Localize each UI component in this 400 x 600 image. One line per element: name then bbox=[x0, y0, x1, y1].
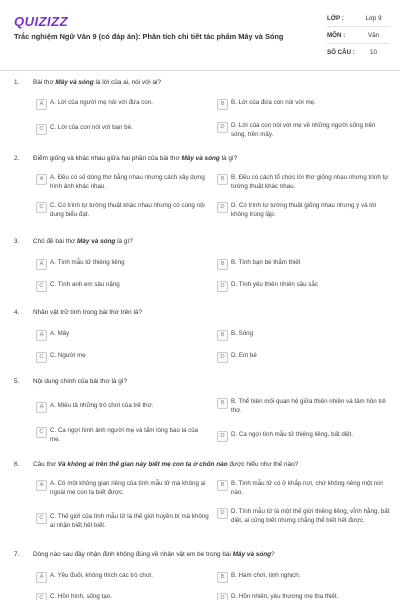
option-badge: A bbox=[36, 330, 47, 341]
option-badge: A bbox=[36, 480, 47, 491]
option-badge: D bbox=[217, 431, 228, 442]
question-number: 2. bbox=[14, 155, 20, 162]
option-badge: C bbox=[36, 513, 47, 524]
meta-label: SỐ CÂU : bbox=[327, 48, 355, 56]
question-text: Câu thơ Và không ai trên thế gian này biết mẹ con ta ở chốn nào được hiểu như thế nào? bbox=[33, 461, 299, 468]
meta-row-subject bbox=[327, 27, 390, 44]
option-badge: A bbox=[36, 402, 47, 413]
option-badge: D bbox=[217, 593, 228, 600]
option-badge: C bbox=[36, 124, 47, 135]
option-badge: B bbox=[217, 174, 228, 185]
question-number: 7. bbox=[14, 551, 20, 558]
meta-value: Văn bbox=[367, 31, 379, 39]
option-badge: D bbox=[217, 352, 228, 363]
page-title: Trắc nghiệm Ngữ Văn 9 (có đáp án): Phân tích chi tiết tác phẩm Mây và Sóng bbox=[14, 32, 284, 41]
question-number: 1. bbox=[14, 79, 20, 86]
question-number: 4. bbox=[14, 309, 20, 316]
quiz-page: QUIZIZZ Trắc nghiệm Ngữ Văn 9 (có đáp án): Phân tích chi tiết tác phẩm Mây và Sóng LỚP : Lớp 9 MÔN : Văn SỐ CÂU : 10 1. Bài thơ Mây và sóng là lời của ai, nói với ai? A A. Lời của người mẹ nói với đứa con. B B. Lời của đứa con nói với mẹ. C C. Lời của con nói với bạn bè. D D. Lời của con nói với mẹ về những người sống trên sóng, trên mây. 2. Điểm giống và khác nhau giữa hai phần của bài thơ Mây và sóng là gì? A A. Đều có số dòng thơ bằng nhau nhưng cách xây dựng hình ảnh khác nhau. B B. Đều có cách tổ chức lời thơ giống nhau nhưng trình tự tường thuật khác nhau. C C. Có trình tự tường thuật khác nhau nhưng có cùng nội dung biểu đạt. D D. Có trình tự tường thuật giống nhau nhưng ý và lời không trùng lặp. 3. Chủ đề bài thơ Mây và sóng là gì? A A. Tình mẫu tử thiêng liêng B B. Tình bạn bè thắm thiết C C. Tình anh em sâu nặng D D. Tình yêu thiên nhiên sâu sắc 4. Nhân vật trữ tình trong bài thơ trên là? A A. Mây B B. Sóng C C. Người mẹ D D. Em bé 5. Nội dung chính của bài thơ là gì? A A. Miêu tả những trò chơi của trẻ thơ. B B. Thể hiện mối quan hệ giữa thiên nhiên và tâm hồn trẻ thơ. C C. Ca ngợi hình ảnh người mẹ và tấm lòng bao la của mẹ. D D. Ca ngợi tình mẫu tử thiêng liêng, bất diệt. 6. Câu thơ Và không ai trên thế gian này biết mẹ con ta ở chốn nào được hiểu như thế nào? A A. Có một không gian riêng của tình mẫu tử mà không ai ngoài mẹ con ta biết được. B B. Tình mẫu tử có ở khắp nơi, chứ không riêng một nơi nào. C C. Thế giới của tình mẫu tử là thế giới huyền bí mà không ai nhận biết hết biết. D D. Tình mẫu tử là một thế giới thiêng liêng, vĩnh hằng, bất diệt, ai cũng biết nhưng chẳng thể biết hết được. 7. Dòng nào sau đây nhận định không đúng về nhân vật em bé trong bài Mây và sóng? A A. Yêu đuối, không thích các trò chơi. B B. Ham chơi, tinh nghịch. C C. Hồn hình, sống tạo. D D. Hồn nhiên, yêu thương mẹ tha thiết. bbox=[0, 0, 400, 600]
option-badge: C bbox=[36, 202, 47, 213]
option-badge: C bbox=[36, 352, 47, 363]
question-number: 6. bbox=[14, 461, 20, 468]
question-text: Dòng nào sau đây nhận định không đúng về nhân vật em bé trong bài Mây và sóng? bbox=[33, 551, 275, 558]
option-badge: D bbox=[217, 202, 228, 213]
question-number: 5. bbox=[14, 378, 20, 385]
question-text: Nội dung chính của bài thơ là gì? bbox=[33, 378, 128, 385]
option-badge: C bbox=[36, 281, 47, 292]
option-badge: C bbox=[36, 593, 47, 600]
option-badge: A bbox=[36, 572, 47, 583]
meta-label: LỚP : bbox=[327, 14, 344, 22]
option-badge: D bbox=[217, 281, 228, 292]
option-badge: B bbox=[217, 99, 228, 110]
meta-row-class bbox=[327, 10, 390, 27]
option-badge: B bbox=[217, 480, 228, 491]
option-badge: B bbox=[217, 572, 228, 583]
question-text: Chủ đề bài thơ Mây và sóng là gì? bbox=[33, 238, 133, 245]
meta-row-count bbox=[327, 44, 390, 60]
option-badge: B bbox=[217, 398, 228, 409]
option-badge: A bbox=[36, 174, 47, 185]
option-badge: D bbox=[217, 508, 228, 519]
quiz-header bbox=[0, 0, 400, 71]
meta-value: Lớp 9 bbox=[365, 14, 382, 22]
option-badge: A bbox=[36, 259, 47, 270]
option-badge: B bbox=[217, 259, 228, 270]
quiz-meta-box bbox=[327, 10, 390, 60]
quizizz-logo: QUIZIZZ bbox=[14, 14, 69, 29]
option-badge: B bbox=[217, 330, 228, 341]
question-text: Bài thơ Mây và sóng là lời của ai, nói với ai? bbox=[33, 79, 162, 86]
option-badge: D bbox=[217, 122, 228, 133]
option-badge: A bbox=[36, 99, 47, 110]
question-text: Điểm giống và khác nhau giữa hai phần của bài thơ Mây và sóng là gì? bbox=[33, 155, 238, 162]
meta-value: 10 bbox=[370, 48, 377, 56]
question-text: Nhân vật trữ tình trong bài thơ trên là? bbox=[33, 309, 143, 316]
meta-label: MÔN : bbox=[327, 31, 346, 39]
option-badge: C bbox=[36, 427, 47, 438]
question-number: 3. bbox=[14, 238, 20, 245]
